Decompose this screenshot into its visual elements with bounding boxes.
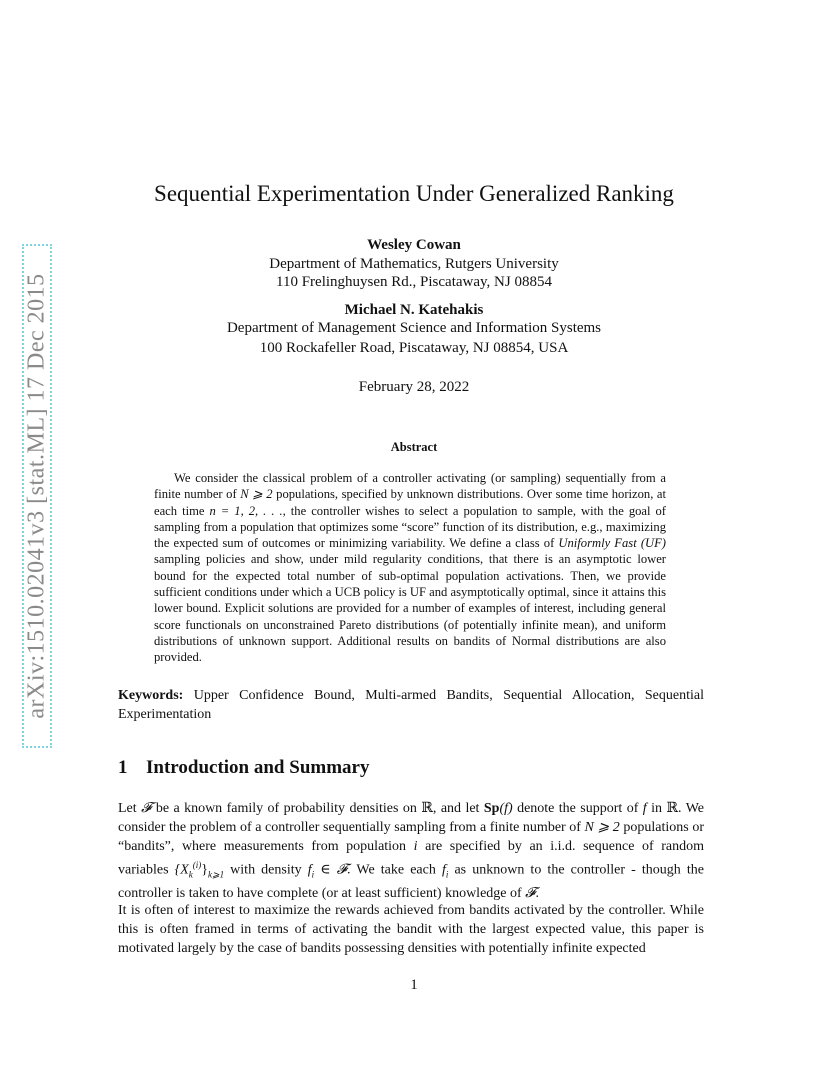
- page-number: 1: [410, 977, 418, 993]
- author-affiliation: Department of Management Science and Information Systems: [226, 320, 602, 336]
- section-heading: [118, 757, 369, 779]
- author-name: Wesley Cowan: [367, 237, 461, 253]
- keywords-label: Keywords:: [118, 688, 184, 703]
- keywords-text: Upper Confidence Bound, Multi-armed Bandits, Sequential Allocation, Sequential Experimentation: [118, 688, 704, 722]
- math-inline: N ⩾ 2: [240, 487, 273, 502]
- abstract-heading: Abstract: [390, 440, 438, 454]
- abstract-text: We consider the classical problem of a controller activating (or sampling) sequentially from a finite number of N ⩾ 2 populations, specified by unknown distributions. Over some time horizon, at each time n = 1, 2, . . ., the controller wishes to select a population to sample, with the goal of sampling from a population that optimizes some “score” function of its distribution, e.g., maximizing the expected sum of outcomes or minimizing variability. We define a class of Uniformly Fast (UF) sampling policies and show, under mild regularity conditions, that there is an asymptotic lower bound for the expected total number of sub-optimal population activations. Then, we provide sufficient conditions under which a UCB policy is UF and asymptotically optimal, since it attains this lower bound. Explicit solutions are provided for a number of examples of interest, including general score functionals on unconstrained Pareto distributions (of potentially infinite mean), and uniform distributions of unknown support. Additional results on bandits of Normal distributions are also provided.: [154, 471, 667, 665]
- author-address: 100 Rockafeller Road, Piscataway, NJ 08854, USA: [259, 340, 569, 356]
- intro-paragraph: Let 𝓕 be a known family of probability densities on ℝ, and let Sp(f) denote the support of f in ℝ. We consider the problem of a controller sequentially sampling from a finite number of N ⩾ 2 populations or “bandits”, where measurements from population i are specified by an i.i.d. sequence of random variables $\{X_k^{(i)}\}_{k⩾1}$ with density $f_i$ ∈ 𝓕. We take each $f_i$ as unknown to the controller - though the controller is taken to have complete (or at least sufficient) knowledge of 𝓕.: [118, 801, 705, 902]
- math-inline: n = 1, 2, . . .: [209, 503, 283, 518]
- keywords: [118, 686, 704, 724]
- author-affiliation: Department of Mathematics, Rutgers University: [269, 256, 559, 272]
- author-address: 110 Frelinghuysen Rd., Piscataway, NJ 08854: [276, 274, 552, 290]
- paper-title: Sequential Experimentation Under Generalized Ranking: [154, 181, 674, 206]
- emphasis-uf: Uniformly Fast (UF): [558, 536, 666, 551]
- section-number: 1: [118, 757, 128, 778]
- author-name: Michael N. Katehakis: [344, 302, 484, 318]
- section-title: Introduction and Summary: [146, 757, 370, 778]
- intro-paragraph: It is often of interest to maximize the rewards achieved from bandits activated by the controller. While this is often framed in terms of activating the bandit with the largest expected value, this paper is motivated largely by the case of bandits possessing densities with potentially infinite expected: [118, 903, 704, 956]
- paper-date: February 28, 2022: [358, 379, 470, 395]
- arxiv-identifier[interactable]: arXiv:1510.02041v3 [stat.ML] 17 Dec 2015: [23, 273, 50, 719]
